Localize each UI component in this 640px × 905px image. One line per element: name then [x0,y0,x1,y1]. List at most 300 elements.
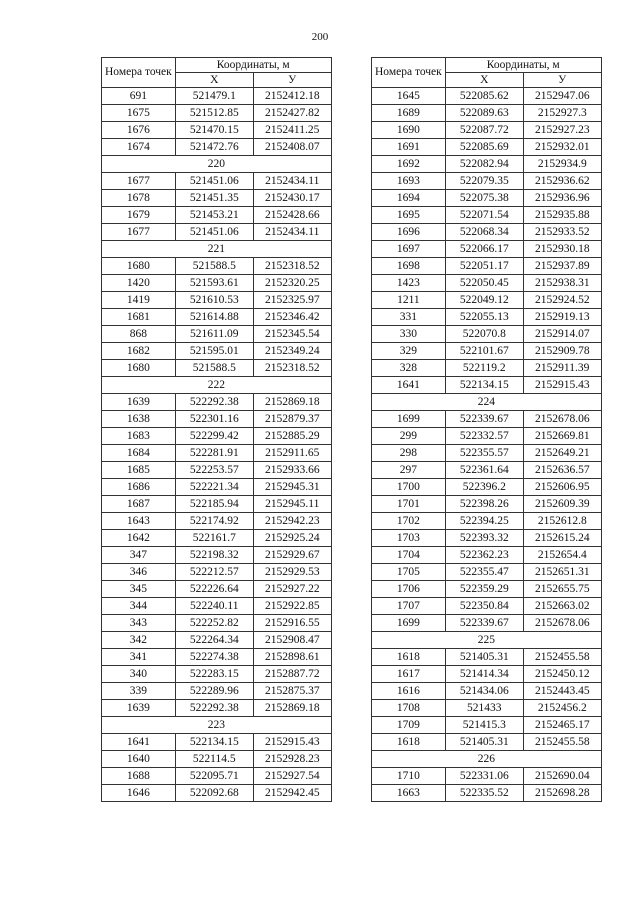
x-coordinate-cell: 522071.54 [445,207,523,224]
x-coordinate-cell: 522075.38 [445,190,523,207]
x-coordinate-cell: 521472.76 [175,139,253,156]
table-row [102,615,332,632]
x-coordinate-cell: 522134.15 [445,377,523,394]
point-number-cell: 1677 [102,224,176,241]
section-number-cell: 224 [372,394,602,411]
y-coordinate-cell: 2152898.61 [253,649,331,666]
point-number-cell: 1697 [372,241,446,258]
x-coordinate-cell: 521415.3 [445,717,523,734]
x-coordinate-cell: 522292.38 [175,700,253,717]
x-coordinate-cell: 522185.94 [175,496,253,513]
point-number-cell: 1701 [372,496,446,513]
point-number-cell: 1419 [102,292,176,309]
x-coordinate-cell: 522331.06 [445,768,523,785]
point-number-cell: 1640 [102,751,176,768]
table-row [102,258,332,275]
table-row [102,309,332,326]
table-row [372,479,602,496]
table-row [372,326,602,343]
x-coordinate-cell: 522253.57 [175,462,253,479]
section-number-cell: 221 [102,241,332,258]
table-row [372,462,602,479]
x-coordinate-cell: 522055.13 [445,309,523,326]
point-number-cell: 1680 [102,258,176,275]
point-number-cell: 1699 [372,411,446,428]
y-coordinate-cell: 2152936.62 [523,173,601,190]
x-coordinate-cell: 522283.15 [175,666,253,683]
x-coordinate-cell: 521433 [445,700,523,717]
x-coordinate-cell: 521595.01 [175,343,253,360]
point-number-cell: 1702 [372,513,446,530]
x-coordinate-cell: 521593.61 [175,275,253,292]
table-row [372,734,602,751]
point-number-cell: 1676 [102,122,176,139]
table-row [372,513,602,530]
x-coordinate-cell: 522114.5 [175,751,253,768]
y-coordinate-cell: 2152911.65 [253,445,331,462]
x-coordinate-cell: 521611.09 [175,326,253,343]
x-coordinate-cell: 522134.15 [175,734,253,751]
y-coordinate-cell: 2152911.39 [523,360,601,377]
y-coordinate-cell: 2152936.96 [523,190,601,207]
x-coordinate-cell: 522174.92 [175,513,253,530]
y-coordinate-cell: 2152346.42 [253,309,331,326]
table-row [102,496,332,513]
x-coordinate-cell: 522359.29 [445,581,523,598]
table-row [102,360,332,377]
y-coordinate-cell: 2152927.23 [523,122,601,139]
y-coordinate-cell: 2152654.4 [523,547,601,564]
point-number-cell: 1642 [102,530,176,547]
point-number-cell: 1645 [372,88,446,105]
table-row [102,173,332,190]
table-row [372,173,602,190]
point-number-cell: 343 [102,615,176,632]
table-row [102,734,332,751]
point-number-cell: 1693 [372,173,446,190]
table-row [102,564,332,581]
point-number-cell: 1211 [372,292,446,309]
table-row [372,581,602,598]
y-coordinate-cell: 2152930.18 [523,241,601,258]
y-coordinate-cell: 2152320.25 [253,275,331,292]
table-row [372,309,602,326]
point-number-cell: 1704 [372,547,446,564]
table-row [102,445,332,462]
x-coordinate-cell: 522301.16 [175,411,253,428]
table-row [102,411,332,428]
y-coordinate-cell: 2152927.54 [253,768,331,785]
y-coordinate-cell: 2152434.11 [253,224,331,241]
x-coordinate-cell: 521434.06 [445,683,523,700]
table-row [102,768,332,785]
y-coordinate-cell: 2152947.06 [523,88,601,105]
y-coordinate-cell: 2152412.18 [253,88,331,105]
y-coordinate-cell: 2152318.52 [253,360,331,377]
y-coordinate-cell: 2152933.66 [253,462,331,479]
y-coordinate-cell: 2152879.37 [253,411,331,428]
coordinates-header: Координаты, м [445,58,601,73]
point-number-cell: 1643 [102,513,176,530]
page-number: 200 [311,31,329,43]
y-coordinate-cell: 2152690.04 [523,768,601,785]
x-coordinate-cell: 522274.38 [175,649,253,666]
x-coordinate-cell: 522085.69 [445,139,523,156]
point-number-cell: 340 [102,666,176,683]
x-coordinate-cell: 522101.67 [445,343,523,360]
point-number-cell: 1706 [372,581,446,598]
section-number-cell: 226 [372,751,602,768]
point-number-cell: 1423 [372,275,446,292]
y-coordinate-cell: 2152885.29 [253,428,331,445]
table-row [372,445,602,462]
x-coordinate-cell: 522396.2 [445,479,523,496]
x-coordinate-cell: 521453.21 [175,207,253,224]
table-row [102,462,332,479]
table-row [102,105,332,122]
table-row [102,207,332,224]
point-number-cell: 342 [102,632,176,649]
y-coordinate-cell: 2152663.02 [523,598,601,615]
point-number-cell: 1683 [102,428,176,445]
y-coordinate-cell: 2152922.85 [253,598,331,615]
table-row [372,564,602,581]
point-number-cell: 344 [102,598,176,615]
y-coordinate-cell: 2152455.58 [523,734,601,751]
table-row [372,377,602,394]
x-coordinate-cell: 522339.67 [445,615,523,632]
table-row [102,513,332,530]
table-row [102,632,332,649]
x-coordinate-cell: 522361.64 [445,462,523,479]
table-row [102,122,332,139]
point-number-cell: 1677 [102,173,176,190]
point-number-cell: 347 [102,547,176,564]
x-coordinate-cell: 521610.53 [175,292,253,309]
table-row [102,751,332,768]
point-number-cell: 1696 [372,224,446,241]
x-coordinate-cell: 522362.23 [445,547,523,564]
x-coordinate-cell: 522355.47 [445,564,523,581]
section-row [102,717,332,734]
table-row [372,496,602,513]
point-number-cell: 1646 [102,785,176,802]
x-coordinate-cell: 522339.67 [445,411,523,428]
x-coordinate-cell: 521451.06 [175,224,253,241]
x-coordinate-cell: 522289.96 [175,683,253,700]
table-row [372,530,602,547]
table-row [102,598,332,615]
y-coordinate-cell: 2152875.37 [253,683,331,700]
section-row [102,377,332,394]
points-header: Номера точек [372,58,446,88]
x-coordinate-cell: 521414.34 [445,666,523,683]
y-coordinate-cell: 2152349.24 [253,343,331,360]
x-coordinate-cell: 522092.68 [175,785,253,802]
x-coordinate-cell: 522050.45 [445,275,523,292]
table-row [372,241,602,258]
point-number-cell: 1674 [102,139,176,156]
x-coordinate-cell: 522119.2 [445,360,523,377]
x-coordinate-cell: 522049.12 [445,292,523,309]
section-row [372,394,602,411]
y-coordinate-cell: 2152928.23 [253,751,331,768]
y-header: У [253,73,331,88]
y-coordinate-cell: 2152655.75 [523,581,601,598]
y-coordinate-cell: 2152927.3 [523,105,601,122]
point-number-cell: 1685 [102,462,176,479]
y-coordinate-cell: 2152869.18 [253,700,331,717]
y-coordinate-cell: 2152456.2 [523,700,601,717]
table-row [102,190,332,207]
point-number-cell: 1420 [102,275,176,292]
point-number-cell: 1663 [372,785,446,802]
table-row [372,785,602,802]
table-row [102,224,332,241]
y-coordinate-cell: 2152935.88 [523,207,601,224]
x-coordinate-cell: 521470.15 [175,122,253,139]
table-row [102,547,332,564]
y-coordinate-cell: 2152932.01 [523,139,601,156]
y-coordinate-cell: 2152430.17 [253,190,331,207]
table-row [372,428,602,445]
y-coordinate-cell: 2152919.13 [523,309,601,326]
x-coordinate-cell: 522087.72 [445,122,523,139]
x-coordinate-cell: 522350.84 [445,598,523,615]
x-coordinate-cell: 522355.57 [445,445,523,462]
y-coordinate-cell: 2152938.31 [523,275,601,292]
point-number-cell: 1618 [372,734,446,751]
table-row [372,275,602,292]
table-row [102,785,332,802]
points-header: Номера точек [102,58,176,88]
table-row [102,394,332,411]
x-coordinate-cell: 522226.64 [175,581,253,598]
table-row [372,343,602,360]
y-coordinate-cell: 2152678.06 [523,615,601,632]
table-row [372,156,602,173]
x-coordinate-cell: 521451.06 [175,173,253,190]
point-number-cell: 1694 [372,190,446,207]
table-row [102,428,332,445]
point-number-cell: 1703 [372,530,446,547]
x-coordinate-cell: 522082.94 [445,156,523,173]
x-coordinate-cell: 522335.52 [445,785,523,802]
y-coordinate-cell: 2152325.97 [253,292,331,309]
table-row [372,258,602,275]
section-row [102,156,332,173]
y-coordinate-cell: 2152636.57 [523,462,601,479]
y-coordinate-cell: 2152915.43 [523,377,601,394]
table-row [102,326,332,343]
table-row [372,292,602,309]
table-header-row [102,58,332,73]
section-number-cell: 220 [102,156,332,173]
point-number-cell: 1695 [372,207,446,224]
table-header-row [372,58,602,73]
table-row [102,666,332,683]
point-number-cell: 1678 [102,190,176,207]
point-number-cell: 341 [102,649,176,666]
y-coordinate-cell: 2152942.23 [253,513,331,530]
table-row [372,122,602,139]
y-coordinate-cell: 2152609.39 [523,496,601,513]
x-coordinate-cell: 522393.32 [445,530,523,547]
point-number-cell: 1684 [102,445,176,462]
point-number-cell: 1690 [372,122,446,139]
point-number-cell: 1707 [372,598,446,615]
x-coordinate-cell: 522089.63 [445,105,523,122]
y-coordinate-cell: 2152945.31 [253,479,331,496]
y-coordinate-cell: 2152411.25 [253,122,331,139]
table-row [102,683,332,700]
table-row [372,768,602,785]
table-row [372,360,602,377]
table-row [102,649,332,666]
table-row [102,479,332,496]
y-coordinate-cell: 2152937.89 [523,258,601,275]
x-coordinate-cell: 522292.38 [175,394,253,411]
y-coordinate-cell: 2152450.12 [523,666,601,683]
y-coordinate-cell: 2152916.55 [253,615,331,632]
x-header: X [445,73,523,88]
y-coordinate-cell: 2152434.11 [253,173,331,190]
x-coordinate-cell: 522221.34 [175,479,253,496]
point-number-cell: 298 [372,445,446,462]
point-number-cell: 1692 [372,156,446,173]
section-number-cell: 225 [372,632,602,649]
point-number-cell: 1639 [102,394,176,411]
point-number-cell: 1700 [372,479,446,496]
table-row [372,649,602,666]
point-number-cell: 1705 [372,564,446,581]
y-coordinate-cell: 2152408.07 [253,139,331,156]
y-coordinate-cell: 2152929.53 [253,564,331,581]
table-row [372,207,602,224]
x-coordinate-cell: 522095.71 [175,768,253,785]
point-number-cell: 297 [372,462,446,479]
x-coordinate-cell: 522252.82 [175,615,253,632]
y-coordinate-cell: 2152927.22 [253,581,331,598]
point-number-cell: 691 [102,88,176,105]
point-number-cell: 345 [102,581,176,598]
y-coordinate-cell: 2152908.47 [253,632,331,649]
y-coordinate-cell: 2152925.24 [253,530,331,547]
x-coordinate-cell: 521405.31 [445,649,523,666]
point-number-cell: 1618 [372,649,446,666]
x-coordinate-cell: 522240.11 [175,598,253,615]
point-number-cell: 1709 [372,717,446,734]
x-coordinate-cell: 522299.42 [175,428,253,445]
y-coordinate-cell: 2152345.54 [253,326,331,343]
x-coordinate-cell: 522212.57 [175,564,253,581]
point-number-cell: 1699 [372,615,446,632]
point-number-cell: 1639 [102,700,176,717]
y-coordinate-cell: 2152318.52 [253,258,331,275]
y-header: У [523,73,601,88]
coordinates-table-left [101,57,332,802]
y-coordinate-cell: 2152427.82 [253,105,331,122]
table-row [372,105,602,122]
table-row [372,683,602,700]
y-coordinate-cell: 2152669.81 [523,428,601,445]
x-coordinate-cell: 522394.25 [445,513,523,530]
table-row [102,581,332,598]
x-coordinate-cell: 522198.32 [175,547,253,564]
point-number-cell: 868 [102,326,176,343]
table-row [102,275,332,292]
y-coordinate-cell: 2152942.45 [253,785,331,802]
point-number-cell: 1680 [102,360,176,377]
point-number-cell: 1686 [102,479,176,496]
x-header: X [175,73,253,88]
table-row [372,666,602,683]
y-coordinate-cell: 2152649.21 [523,445,601,462]
table-row [372,139,602,156]
point-number-cell: 329 [372,343,446,360]
coordinates-header: Координаты, м [175,58,331,73]
y-coordinate-cell: 2152933.52 [523,224,601,241]
point-number-cell: 1691 [372,139,446,156]
point-number-cell: 1617 [372,666,446,683]
table-row [372,88,602,105]
x-coordinate-cell: 521614.88 [175,309,253,326]
table-row [102,292,332,309]
table-row [102,88,332,105]
table-row [102,343,332,360]
point-number-cell: 1641 [102,734,176,751]
point-number-cell: 1679 [102,207,176,224]
point-number-cell: 339 [102,683,176,700]
point-number-cell: 330 [372,326,446,343]
point-number-cell: 1687 [102,496,176,513]
point-number-cell: 328 [372,360,446,377]
x-coordinate-cell: 522161.7 [175,530,253,547]
point-number-cell: 346 [102,564,176,581]
y-coordinate-cell: 2152612.8 [523,513,601,530]
y-coordinate-cell: 2152698.28 [523,785,601,802]
y-coordinate-cell: 2152909.78 [523,343,601,360]
point-number-cell: 1689 [372,105,446,122]
x-coordinate-cell: 522281.91 [175,445,253,462]
x-coordinate-cell: 522051.17 [445,258,523,275]
x-coordinate-cell: 522070.8 [445,326,523,343]
y-coordinate-cell: 2152606.95 [523,479,601,496]
point-number-cell: 1710 [372,768,446,785]
x-coordinate-cell: 521451.35 [175,190,253,207]
point-number-cell: 1616 [372,683,446,700]
point-number-cell: 1708 [372,700,446,717]
y-coordinate-cell: 2152615.24 [523,530,601,547]
section-number-cell: 223 [102,717,332,734]
x-coordinate-cell: 521512.85 [175,105,253,122]
y-coordinate-cell: 2152443.45 [523,683,601,700]
section-number-cell: 222 [102,377,332,394]
x-coordinate-cell: 521479.1 [175,88,253,105]
section-row [102,241,332,258]
y-coordinate-cell: 2152455.58 [523,649,601,666]
table-row [102,700,332,717]
y-coordinate-cell: 2152924.52 [523,292,601,309]
point-number-cell: 1638 [102,411,176,428]
section-row [372,632,602,649]
x-coordinate-cell: 521588.5 [175,360,253,377]
x-coordinate-cell: 522066.17 [445,241,523,258]
table-row [372,190,602,207]
point-number-cell: 331 [372,309,446,326]
point-number-cell: 1681 [102,309,176,326]
y-coordinate-cell: 2152887.72 [253,666,331,683]
